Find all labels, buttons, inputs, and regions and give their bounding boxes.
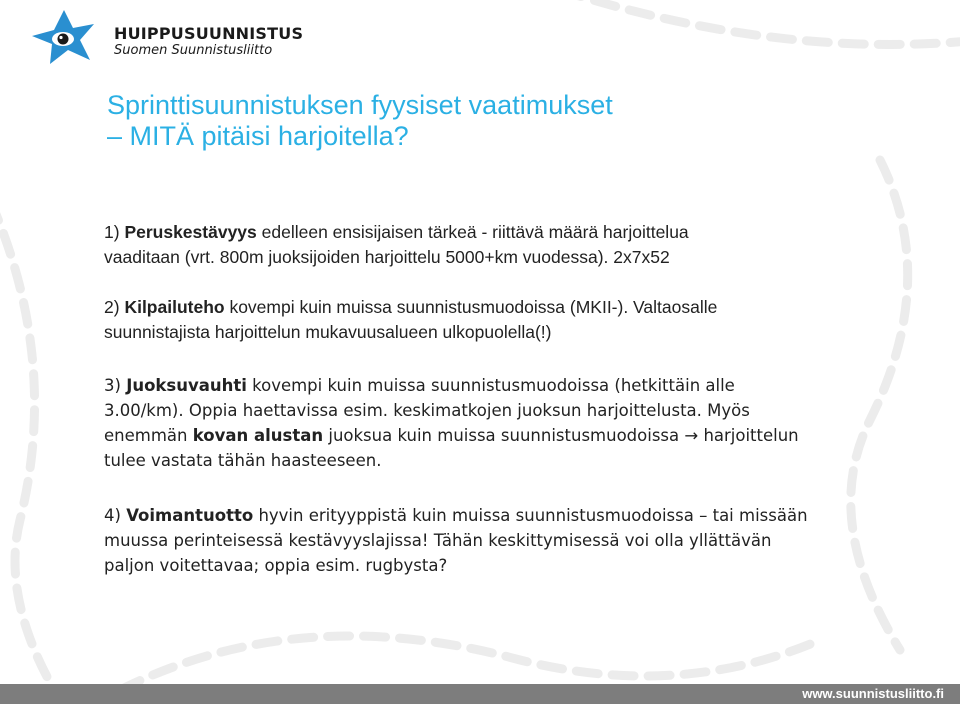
point-4-keyword: Voimantuotto bbox=[126, 506, 254, 525]
point-4-line-2: muussa perinteisessä kestävyyslajissa! Tähän keskittymisessä voi olla yllättävän bbox=[104, 531, 772, 550]
point-3-line-1: 3) Juoksuvauhti kovempi kuin muissa suunnistusmuodoissa (hetkittäin alle bbox=[104, 376, 735, 395]
point-1-keyword: Peruskestävyys bbox=[124, 222, 257, 242]
brand-subtitle: Suomen Suunnistusliitto bbox=[114, 43, 273, 58]
point-4-line-1: 4) Voimantuotto hyvin erityyppistä kuin muissa suunnistusmuodoissa – tai missään bbox=[104, 506, 808, 525]
point-3-line-4: tulee vastata tähän haasteeseen. bbox=[104, 451, 382, 470]
point-3-juoksuvauhti bbox=[104, 373, 924, 473]
point-2-keyword: Kilpailuteho bbox=[124, 297, 225, 317]
title-line-1: Sprinttisuunnistuksen fyysiset vaatimukset bbox=[107, 90, 613, 120]
point-3-keyword-2: kovan alustan bbox=[192, 426, 324, 445]
footer-website-link[interactable]: www.suunnistusliitto.fi bbox=[802, 686, 944, 701]
point-1-peruskestavyys bbox=[104, 220, 924, 270]
point-3-line-2: 3.00/km). Oppia haettavissa esim. keskimatkojen juoksun harjoittelusta. Myös bbox=[104, 401, 750, 420]
title-line-2: – MITÄ pitäisi harjoitella? bbox=[107, 121, 409, 151]
brand-name: HUIPPUSUUNNISTUS bbox=[114, 24, 304, 43]
point-3-keyword: Juoksuvauhti bbox=[126, 376, 247, 395]
point-4-line-3: paljon voitettavaa; oppia esim. rugbysta? bbox=[104, 556, 448, 575]
point-1-line-1: 1) Peruskestävyys edelleen ensisijaisen tärkeä - riittävä määrä harjoittelua bbox=[104, 222, 689, 242]
orienteering-star-logo bbox=[22, 8, 106, 68]
slide-title bbox=[107, 90, 927, 152]
point-2-kilpailuteho bbox=[104, 295, 924, 345]
point-1-line-2: vaaditaan (vrt. 800m juoksijoiden harjoittelu 5000+km vuodessa). 2x7x52 bbox=[104, 247, 670, 267]
point-2-line-1: 2) Kilpailuteho kovempi kuin muissa suunnistusmuodoissa (MKII-). Valtaosalle bbox=[104, 297, 718, 317]
point-2-line-2: suunnistajista harjoittelun mukavuusalueen ulkopuolella(!) bbox=[104, 322, 552, 342]
point-3-line-3: enemmän kovan alustan juoksua kuin muissa suunnistusmuodoissa → harjoittelun bbox=[104, 426, 799, 445]
footer-bar bbox=[0, 684, 960, 704]
point-4-voimantuotto bbox=[104, 503, 924, 578]
